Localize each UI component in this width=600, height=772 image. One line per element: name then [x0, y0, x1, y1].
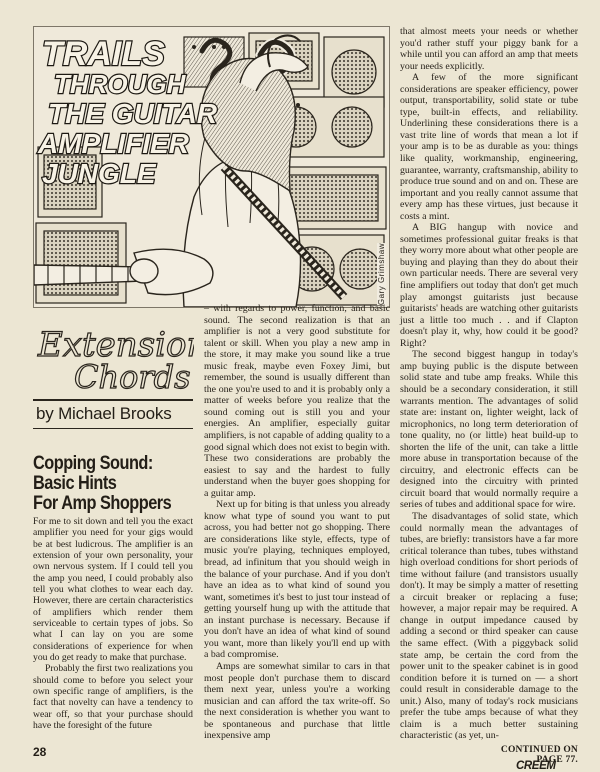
paragraph: Amps are somewhat similar to cars in that most people don't purchase them to discard them next year, unless you're a working musician and can afford the tax write-off. So the next consideration is whether you want to be spontaneous and purchase that little inexpensive amp: [204, 660, 390, 742]
illustration-credit: Gary Grimshaw: [377, 243, 386, 306]
body-column-right: [400, 26, 578, 742]
guitarist-amplifier-drawing: [34, 27, 389, 307]
headline-line: Copping Sound:: [33, 453, 153, 474]
title-line-jungle: JUNGLE: [42, 158, 156, 189]
body-column-left: [33, 516, 193, 731]
headline-line: For Amp Shoppers: [33, 493, 172, 514]
paragraph: Next up for biting is that unless you already know what type of sound you want to put across, you had better not go shopping. There are considerations like style, effects, type of music you're playing, techniques employed, bread, ad infinitum that you should weigh in the balance of your purchase. And if you don't have an idea as to what kind of sound you want, sometimes it's best to just tour instead of getting yourself hung up with the attitude that an instant purchase is necessary. Because if you don't have an idea of what kind of sound you want, more than likely you'll end up with a bad compromise.: [204, 499, 390, 661]
paragraph: For me to sit down and tell you the exact amplifier you need for your gigs would be at best ludicrous. The amplifier is an extension of your own personality, your own nervous system. If I could tell you the amp you need, I could probably also tell you what clothes to wear each day. However, there are certain characteristics of amplifiers which render them serviceable to certain types of jobs. So what I can lay on you are some considerations of experience for when you do get ready to make that purchase.: [33, 516, 193, 663]
column-title-line1: Extension: [38, 325, 194, 365]
body-column-middle: [204, 303, 390, 742]
title-line-trails: TRAILS: [42, 35, 165, 73]
paragraph: A few of the more significant considerations are speaker efficiency, power output, transportability, solid state or tube type, built-in effects, and reliability. Underlining these considerations there is a vast trite line of words that mean a lot if your amp is to be as durable as you: things like quality, workmanship, engineering, guarantee, warranty, craftsmanship, ability to produce true sound and on and on. These are important and you really cannot assume that every amp has these virtues, just because it costs a mint.: [400, 72, 578, 222]
headline-line: Basic Hints: [33, 473, 117, 494]
article-illustration: [33, 26, 390, 308]
paragraph: The disadvantages of solid state, which could normally mean the advantages of tubes, are briefly: transistors have a far more critical tolerance than tubes, tubes withstand high overload conditions for short periods of time without failure (and transistors usually don't). It may be simply a matter of resetting a circuit breaker or replacing a fuse; however, a major repair may be required. A change in output impedance caused by adding a second or third speaker can cause the same effect. (With a piggyback solid state amp, be certain the cord from the power unit to the speaker cabinet is in good condition before it is turned on — a short could result in considerable damage to the unit.) Also, many of today's rock musicians prefer the tube amps because of what they claim is a much better sustaining characteristic (as yet, un-: [400, 510, 578, 742]
paragraph: that almost meets your needs or whether you'd rather stuff your piggy bank for a while until you can afford an amp that meets your needs explicitly.: [400, 26, 578, 72]
column-title: [34, 324, 194, 394]
column-title-line2: Chords: [74, 358, 191, 394]
column-title-lettering: [34, 324, 194, 394]
title-line-amplifier: AMPLIFIER: [38, 128, 189, 159]
page-number: 28: [33, 745, 47, 759]
paragraph: – with regards to power, function, and basic sound. The second realization is that an amplifier is not a very good substitute for talent or skill. When you play a new amp in the store, it may make you sound like a true music freak, maybe even Foxey Jimi, but remember, the sound is usually different than the one you're used to and it is probably only a matter of weeks before you realize that the sound coming out is still you and your energies. An amplifier, especially guitar amplifiers, is not capable of adding quality to a good signal which does not exist to begin with. These two considerations are probably the easiest to say and the hardest to fully understand when the buyer goes shopping for a guitar amp.: [204, 303, 390, 499]
byline: by Michael Brooks: [36, 404, 172, 423]
paragraph: Probably the first two realizations you should come to before you select your own specific range of amplifiers, is the fact that novelty can have a tendency to wear off, so that your purchase should have the foresight of the future: [33, 663, 193, 731]
paragraph: A BIG hangup with novice and sometimes professional guitar freaks is that they worry more about what other people are buying and playing than they do about their own particular needs. There are several very fine amplifiers out today that don't get much play amongst guitarists just because guitarists' heads are watching other guitarists just a little too much . . and if Clapton doesn't play it, why, how could it be good? Right?: [400, 222, 578, 349]
continued-notice: CONTINUED ON PAGE 77.: [500, 745, 578, 765]
byline-rule-top: [33, 399, 193, 401]
title-line-the-guitar: THE GUITAR: [48, 98, 218, 129]
article-headline: [33, 454, 175, 514]
byline-rule-bottom: [33, 428, 193, 429]
title-line-through: THROUGH: [54, 69, 186, 99]
paragraph: The second biggest hangup in today's amp buying public is the dispute between solid state and tube amp freaks. While this should be a secondary consideration, it still warrants mention. The advantages of solid state are: instant on, lighter weight, lack of microphonics, no long term deterioration of tone quality, no (or little) heat build-up to shorten the life of the unit, can take a little more abuse in transportation because of the circuitry, and electronic effects can be designed into the circuitry with printed circuit board that would normally require a series of tubes and additional space for wire.: [400, 349, 578, 511]
magazine-logo: CREEM: [516, 760, 556, 772]
